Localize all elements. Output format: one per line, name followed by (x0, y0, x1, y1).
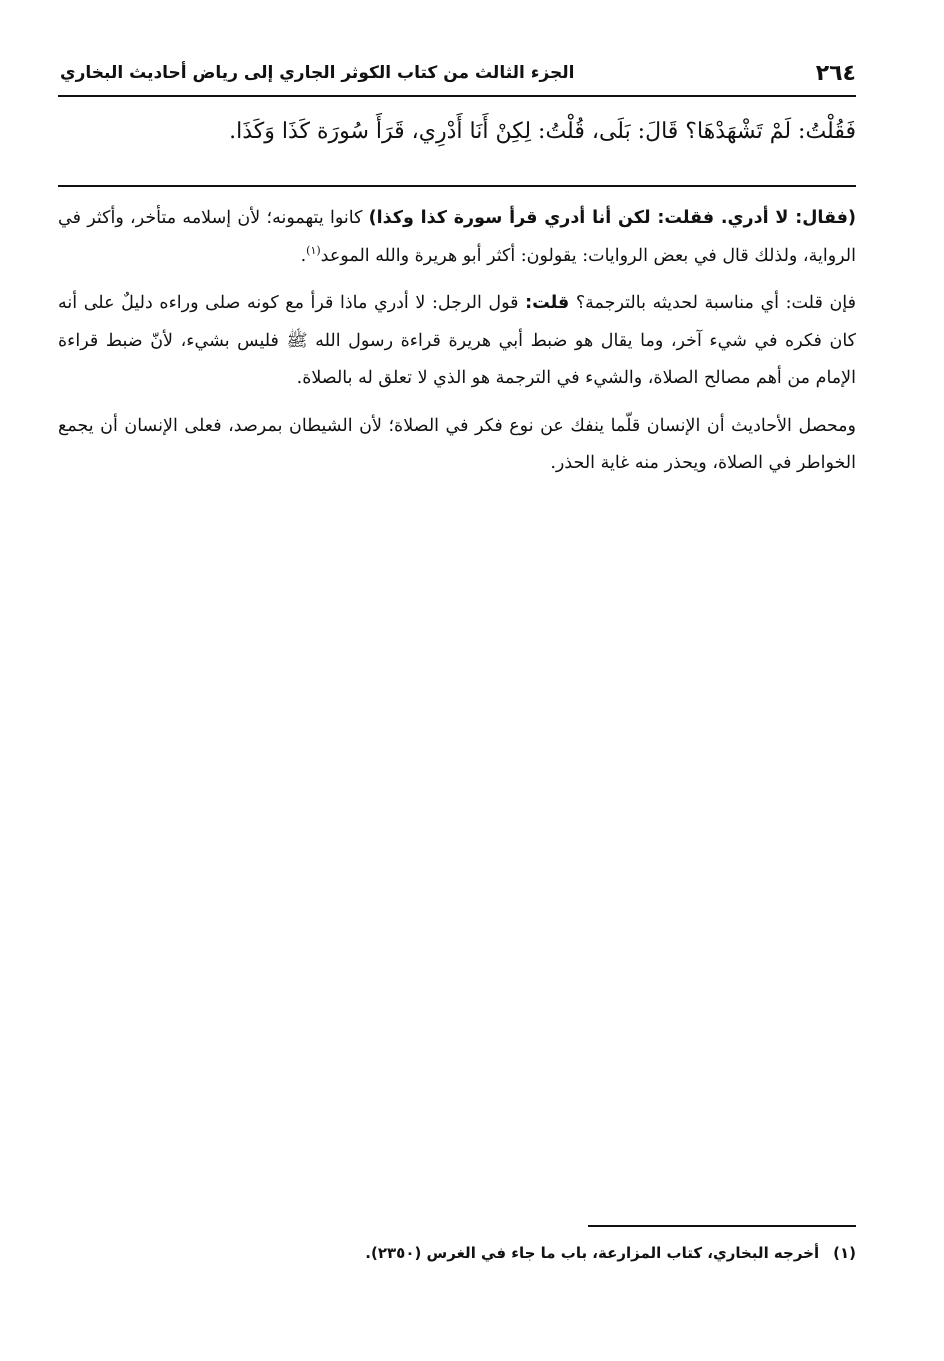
paragraph-text: كانوا يتهمونه؛ لأن إسلامه متأخر، وأكثر في الرواية، ولذلك قال في بعض الروايات: يقولون: أكثر أبو هريرة والله الموعد (58, 208, 856, 266)
paragraph-text: . (300, 245, 307, 266)
quoted-phrase: (فقال: لا أدري. فقلت: لكن أنا أدري قرأ سورة كذا وكذا) (368, 208, 857, 228)
answer-keyword: قلت: (525, 293, 570, 313)
commentary-paragraph-1 (58, 200, 856, 275)
commentary-body (58, 200, 856, 493)
paragraph-text: فإن قلت: أي مناسبة لحديثه بالترجمة؟ (569, 293, 856, 313)
paragraph-text: ومحصل الأحاديث أن الإنسان قلّما ينفك عن نوع فكر في الصلاة؛ لأن الشيطان بمرصد، فعلى الإنسان أن يجمع الخواطر في الصلاة، ويحذر منه غاية الحذر. (58, 415, 856, 473)
page-number: ٢٦٤ (815, 60, 856, 86)
section-divider (58, 185, 856, 187)
footnote-text: أخرجه البخاري، كتاب المزارعة، باب ما جاء في الغرس (٢٣٥٠). (365, 1244, 820, 1262)
footnote (58, 1238, 856, 1268)
commentary-paragraph-2 (58, 285, 856, 398)
footnote-number: (١) (833, 1244, 856, 1262)
paragraph-text: قول الرجل: لا أدري ماذا قرأ مع كونه صلى وراءه دليلٌ على أنه كان فكره في شيء آخر، وما يقال هو ضبط أبي هريرة قراءة رسول الله ﷺ فليس بشيء، لأنّ ضبط قراءة الإمام من أهم مصالح الصلاة، والشيء في الترجمة هو الذي لا تعلق له بالصلاة. (58, 293, 856, 388)
hadith-text: فَقُلْتُ: لَمْ تَشْهَدْهَا؟ قَالَ: بَلَى، قُلْتُ: لِكِنْ أَنَا أَدْرِي، قَرَأَ سُورَة كَذَا وَكَذَا. (229, 119, 856, 144)
footnote-reference[interactable]: (١) (306, 243, 321, 257)
page-header (60, 52, 856, 94)
running-title: الجزء الثالث من كتاب الكوثر الجاري إلى رياض أحاديث البخاري (60, 63, 575, 83)
footnote-rule (588, 1225, 856, 1227)
header-rule (58, 95, 856, 97)
commentary-paragraph-3 (58, 408, 856, 483)
